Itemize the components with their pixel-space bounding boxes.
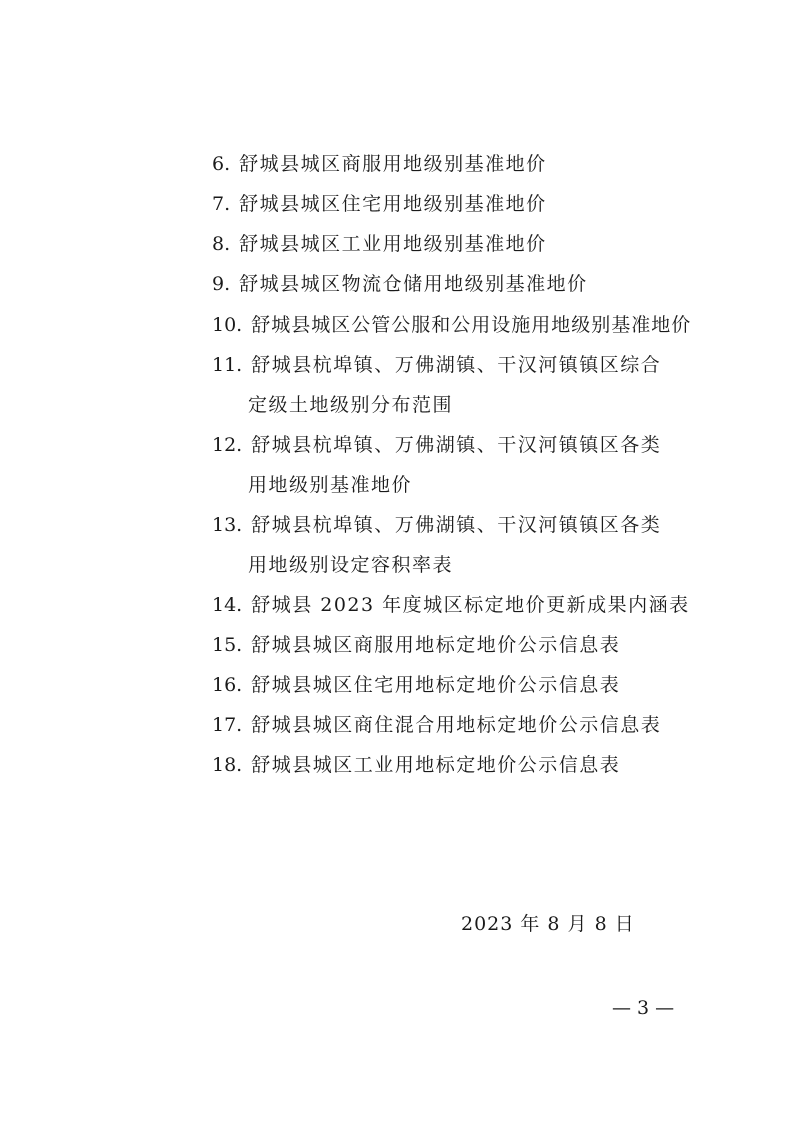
- list-item-text: 舒城县城区住宅用地级别基准地价: [239, 193, 547, 215]
- list-item-number: 8.: [212, 233, 231, 255]
- list-item: [212, 192, 547, 216]
- list-item-text: 舒城县杭埠镇、万佛湖镇、干汉河镇镇区综合: [251, 354, 662, 376]
- list-item: [212, 232, 547, 256]
- list-item-continuation: 定级土地级别分布范围: [248, 394, 454, 416]
- list-item-text: 舒城县城区住宅用地标定地价公示信息表: [251, 674, 621, 696]
- list-item-number: 15.: [212, 634, 243, 656]
- list-item-number: 6.: [212, 153, 231, 175]
- list-item-text: 舒城县城区物流仓储用地级别基准地价: [239, 273, 588, 295]
- list-item-continuation: 用地级别设定容积率表: [248, 554, 454, 576]
- page-number: — 3 —: [612, 997, 675, 1019]
- list-item-number: 17.: [212, 714, 243, 736]
- list-item-text: 舒城县 2023 年度城区标定地价更新成果内涵表: [251, 594, 690, 616]
- list-item-number: 11.: [212, 354, 243, 376]
- list-item-text: 舒城县城区工业用地标定地价公示信息表: [251, 754, 621, 776]
- list-item: [212, 593, 690, 617]
- list-item: [212, 713, 661, 737]
- list-item-text: 舒城县城区商住混合用地标定地价公示信息表: [251, 714, 662, 736]
- list-item-continuation: 用地级别基准地价: [248, 474, 413, 496]
- list-item-text: 舒城县城区商服用地级别基准地价: [239, 153, 547, 175]
- list-item: [212, 152, 547, 176]
- list-item: [212, 433, 661, 457]
- list-item: [212, 633, 620, 657]
- list-item: [212, 353, 661, 377]
- list-item-number: 9.: [212, 273, 231, 295]
- list-item-text: 舒城县城区工业用地级别基准地价: [239, 233, 547, 255]
- list-item-text: 舒城县城区商服用地标定地价公示信息表: [251, 634, 621, 656]
- document-date: 2023 年 8 月 8 日: [461, 913, 635, 935]
- list-item-text: 舒城县杭埠镇、万佛湖镇、干汉河镇镇区各类: [251, 514, 662, 536]
- list-item-number: 13.: [212, 514, 243, 536]
- list-item: [212, 513, 661, 537]
- list-item: [212, 753, 620, 777]
- list-item-number: 14.: [212, 594, 243, 616]
- list-item-number: 16.: [212, 674, 243, 696]
- list-item: [212, 313, 691, 337]
- list-item: [212, 272, 588, 296]
- list-item-number: 12.: [212, 434, 243, 456]
- list-item-text: 舒城县城区公管公服和公用设施用地级别基准地价: [251, 314, 692, 336]
- list-item-number: 7.: [212, 193, 231, 215]
- list-item: [212, 673, 620, 697]
- list-item-number: 10.: [212, 314, 243, 336]
- list-item-text: 舒城县杭埠镇、万佛湖镇、干汉河镇镇区各类: [251, 434, 662, 456]
- list-item-number: 18.: [212, 754, 243, 776]
